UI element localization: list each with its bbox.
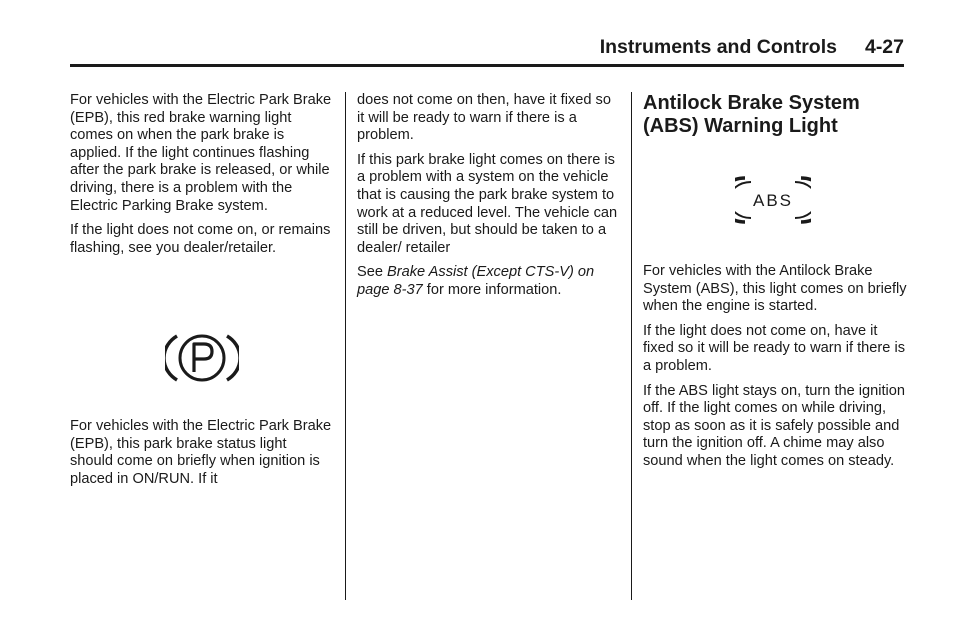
paragraph	[357, 264, 619, 299]
column-2	[357, 92, 619, 307]
paragraph-text: for more information.	[422, 281, 562, 298]
paragraph: For vehicles with the Antilock Brake System (ABS), this light comes on briefly when the engine is started.	[643, 263, 907, 315]
header-rule	[70, 64, 904, 67]
paragraph: If the light does not come on, have it fixed so it will be ready to warn if there is a problem.	[643, 322, 905, 374]
cross-reference-link[interactable]: Brake Assist (Except CTS-V) on page 8-37	[357, 264, 595, 298]
column-3-body	[643, 263, 909, 478]
column-divider-1	[345, 92, 346, 600]
column-3	[643, 92, 909, 138]
column-divider-2	[631, 92, 632, 600]
page-header	[70, 36, 904, 62]
paragraph: If this park brake light comes on there is a problem with a system on the vehicle that is causing the park brake system to work at a reduced level. The vehicle can still be driven, but should be taken to a dealer/ retailer	[357, 151, 618, 256]
paragraph: For vehicles with the Electric Park Brake (EPB), this park brake status light should come on briefly when ignition is placed in ON/RUN. If it	[70, 418, 332, 487]
abs-icon-text: ABS	[752, 191, 794, 210]
park-brake-p-icon	[165, 330, 239, 386]
paragraph-text: See	[357, 264, 388, 281]
header-title	[600, 36, 904, 59]
paragraph: If the ABS light stays on, turn the ignition off. If the light comes on while driving, stop as soon as it is safely possible and turn the ignition off. A chime may also sound when the light comes on steady.	[643, 382, 906, 469]
section-heading: Antilock Brake System (ABS) Warning Light	[643, 92, 860, 137]
page-number: 4-27	[864, 36, 904, 58]
paragraph: For vehicles with the Electric Park Brake (EPB), this red brake warning light comes on when the park brake is applied. If the light continues flashing after the park brake is released, or while driving, there is a problem with the Electric Parking Brake system.	[70, 92, 332, 214]
column-1	[70, 92, 332, 264]
abs-warning-icon	[735, 174, 811, 226]
paragraph: does not come on then, have it fixed so it will be ready to warn if there is a problem.	[357, 92, 611, 144]
paragraph: If the light does not come on, or remains flashing, see you dealer/retailer.	[70, 222, 331, 256]
section-title: Instruments and Controls	[599, 36, 837, 58]
